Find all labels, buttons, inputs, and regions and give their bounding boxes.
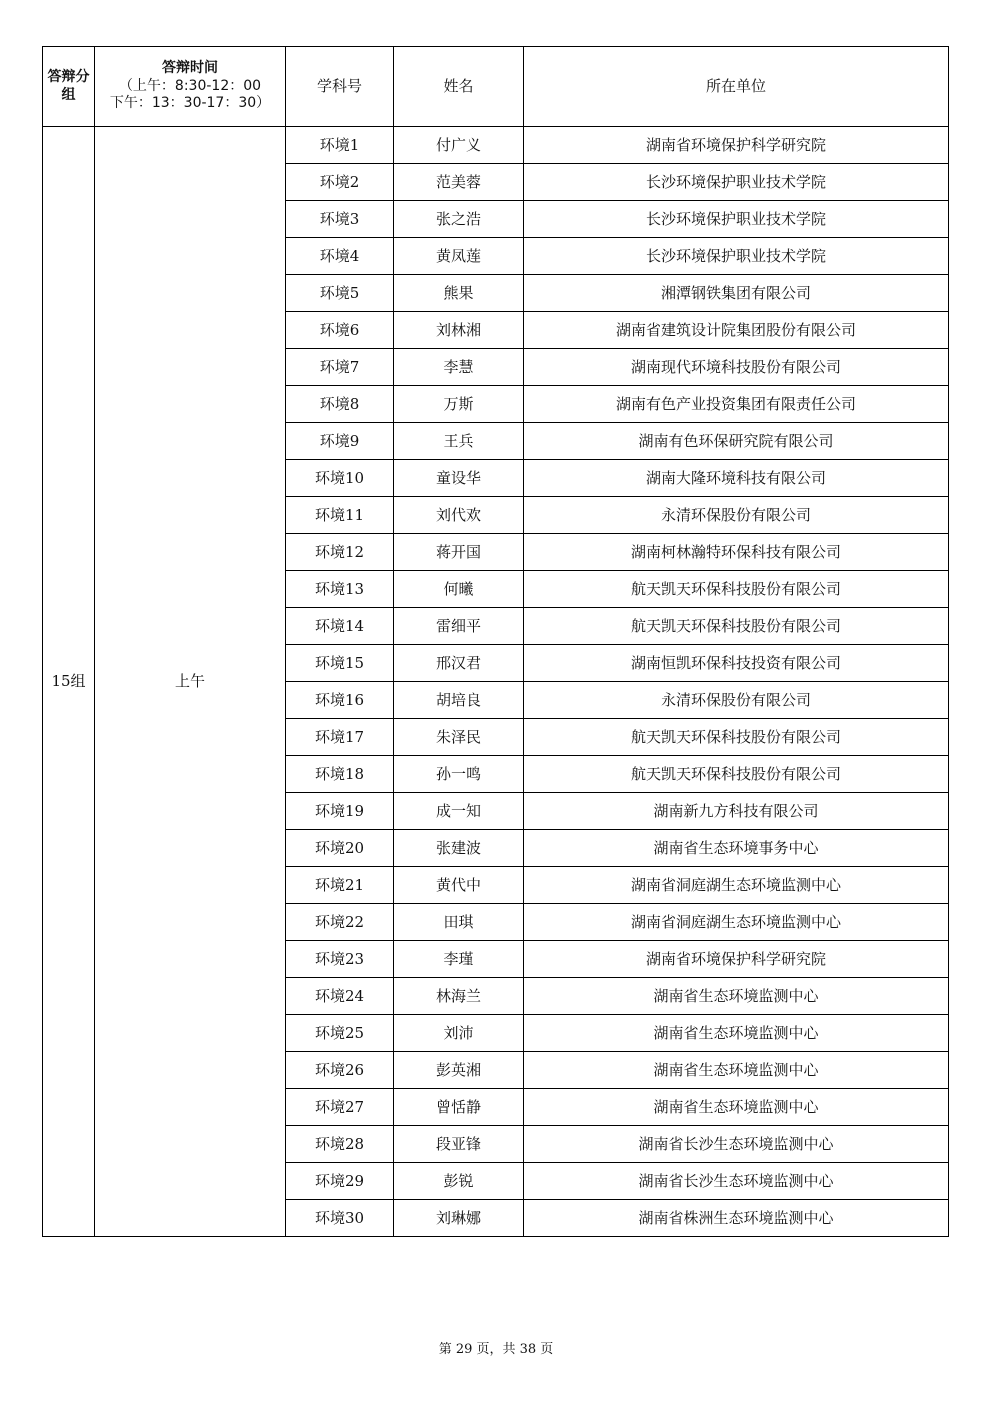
defense-schedule-table — [42, 46, 949, 1237]
name-cell: 范美蓉 — [394, 164, 524, 201]
name-cell: 田琪 — [394, 904, 524, 941]
subject-cell: 环境17 — [286, 719, 394, 756]
name-cell: 雷细平 — [394, 608, 524, 645]
name-cell: 李慧 — [394, 349, 524, 386]
subject-cell: 环境12 — [286, 534, 394, 571]
subject-cell: 环境26 — [286, 1052, 394, 1089]
name-cell: 何曦 — [394, 571, 524, 608]
unit-cell: 湖南省洞庭湖生态环境监测中心 — [524, 904, 949, 941]
name-cell: 朱泽民 — [394, 719, 524, 756]
unit-cell: 长沙环境保护职业技术学院 — [524, 164, 949, 201]
unit-cell: 湖南柯林瀚特环保科技有限公司 — [524, 534, 949, 571]
subject-cell: 环境5 — [286, 275, 394, 312]
name-cell: 彭英湘 — [394, 1052, 524, 1089]
table-body — [43, 127, 949, 1237]
name-cell: 蒋开国 — [394, 534, 524, 571]
subject-cell: 环境14 — [286, 608, 394, 645]
subject-cell: 环境1 — [286, 127, 394, 164]
name-cell: 张建波 — [394, 830, 524, 867]
name-cell: 刘代欢 — [394, 497, 524, 534]
name-cell: 童设华 — [394, 460, 524, 497]
unit-cell: 湖南现代环境科技股份有限公司 — [524, 349, 949, 386]
subject-cell: 环境24 — [286, 978, 394, 1015]
subject-cell: 环境28 — [286, 1126, 394, 1163]
unit-cell: 湖南省生态环境监测中心 — [524, 1052, 949, 1089]
subject-cell: 环境20 — [286, 830, 394, 867]
unit-cell: 长沙环境保护职业技术学院 — [524, 238, 949, 275]
unit-cell: 航天凯天环保科技股份有限公司 — [524, 571, 949, 608]
subject-cell: 环境19 — [286, 793, 394, 830]
name-cell: 王兵 — [394, 423, 524, 460]
unit-cell: 湖南省生态环境监测中心 — [524, 1089, 949, 1126]
name-cell: 黄代中 — [394, 867, 524, 904]
name-cell: 彭锐 — [394, 1163, 524, 1200]
unit-cell: 航天凯天环保科技股份有限公司 — [524, 719, 949, 756]
subject-cell: 环境11 — [286, 497, 394, 534]
subject-cell: 环境7 — [286, 349, 394, 386]
header-unit-label: 所在单位 — [705, 77, 766, 96]
subject-cell: 环境22 — [286, 904, 394, 941]
header-name — [394, 47, 524, 127]
subject-cell: 环境25 — [286, 1015, 394, 1052]
header-unit — [524, 47, 949, 127]
header-time — [95, 47, 286, 127]
unit-cell: 湖南恒凯环保科技投资有限公司 — [524, 645, 949, 682]
unit-cell: 航天凯天环保科技股份有限公司 — [524, 756, 949, 793]
subject-cell: 环境21 — [286, 867, 394, 904]
header-group-label: 答辩分组 — [47, 69, 90, 103]
unit-cell: 航天凯天环保科技股份有限公司 — [524, 608, 949, 645]
header-time-am: （上午：8:30-12：00 — [118, 77, 262, 94]
subject-cell: 环境13 — [286, 571, 394, 608]
name-cell: 刘林湘 — [394, 312, 524, 349]
subject-cell: 环境10 — [286, 460, 394, 497]
name-cell: 万斯 — [394, 386, 524, 423]
subject-cell: 环境23 — [286, 941, 394, 978]
name-cell: 刘琳娜 — [394, 1200, 524, 1237]
name-cell: 成一知 — [394, 793, 524, 830]
name-cell: 孙一鸣 — [394, 756, 524, 793]
header-subject-label: 学科号 — [316, 77, 362, 96]
name-cell: 李瑾 — [394, 941, 524, 978]
name-cell: 胡培良 — [394, 682, 524, 719]
name-cell: 刘沛 — [394, 1015, 524, 1052]
unit-cell: 永清环保股份有限公司 — [524, 682, 949, 719]
name-cell: 段亚锋 — [394, 1126, 524, 1163]
name-cell: 黄凤莲 — [394, 238, 524, 275]
name-cell: 张之浩 — [394, 201, 524, 238]
name-cell: 熊果 — [394, 275, 524, 312]
subject-cell: 环境2 — [286, 164, 394, 201]
unit-cell: 湖南省生态环境监测中心 — [524, 1015, 949, 1052]
subject-cell: 环境8 — [286, 386, 394, 423]
page-number: 第 29 页，共 38 页 — [438, 1342, 554, 1357]
subject-cell: 环境18 — [286, 756, 394, 793]
session-cell: 上午 — [95, 127, 286, 1237]
name-cell: 林海兰 — [394, 978, 524, 1015]
subject-cell: 环境27 — [286, 1089, 394, 1126]
subject-cell: 环境16 — [286, 682, 394, 719]
unit-cell: 湖南省长沙生态环境监测中心 — [524, 1126, 949, 1163]
name-cell: 付广义 — [394, 127, 524, 164]
unit-cell: 湖南有色产业投资集团有限责任公司 — [524, 386, 949, 423]
unit-cell: 湖南省生态环境监测中心 — [524, 978, 949, 1015]
unit-cell: 湖南省环境保护科学研究院 — [524, 941, 949, 978]
unit-cell: 湖南新九方科技有限公司 — [524, 793, 949, 830]
subject-cell: 环境3 — [286, 201, 394, 238]
page-footer — [0, 1338, 992, 1357]
group-cell: 15组 — [43, 127, 95, 1237]
header-subject — [286, 47, 394, 127]
unit-cell: 湖南省株洲生态环境监测中心 — [524, 1200, 949, 1237]
subject-cell: 环境6 — [286, 312, 394, 349]
unit-cell: 永清环保股份有限公司 — [524, 497, 949, 534]
table-header-row — [43, 47, 949, 127]
subject-cell: 环境4 — [286, 238, 394, 275]
header-time-title: 答辩时间 — [162, 60, 218, 77]
unit-cell: 湖南省长沙生态环境监测中心 — [524, 1163, 949, 1200]
header-name-label: 姓名 — [443, 77, 474, 96]
unit-cell: 湖南省环境保护科学研究院 — [524, 127, 949, 164]
unit-cell: 湖南大隆环境科技有限公司 — [524, 460, 949, 497]
table-row — [43, 127, 949, 164]
unit-cell: 湖南有色环保研究院有限公司 — [524, 423, 949, 460]
header-group — [43, 47, 95, 127]
subject-cell: 环境9 — [286, 423, 394, 460]
unit-cell: 湖南省洞庭湖生态环境监测中心 — [524, 867, 949, 904]
header-time-pm: 下午：13：30-17：30） — [109, 95, 271, 112]
unit-cell: 湖南省生态环境事务中心 — [524, 830, 949, 867]
name-cell: 曾恬静 — [394, 1089, 524, 1126]
subject-cell: 环境30 — [286, 1200, 394, 1237]
unit-cell: 湘潭钢铁集团有限公司 — [524, 275, 949, 312]
unit-cell: 长沙环境保护职业技术学院 — [524, 201, 949, 238]
subject-cell: 环境29 — [286, 1163, 394, 1200]
subject-cell: 环境15 — [286, 645, 394, 682]
name-cell: 邢汉君 — [394, 645, 524, 682]
unit-cell: 湖南省建筑设计院集团股份有限公司 — [524, 312, 949, 349]
